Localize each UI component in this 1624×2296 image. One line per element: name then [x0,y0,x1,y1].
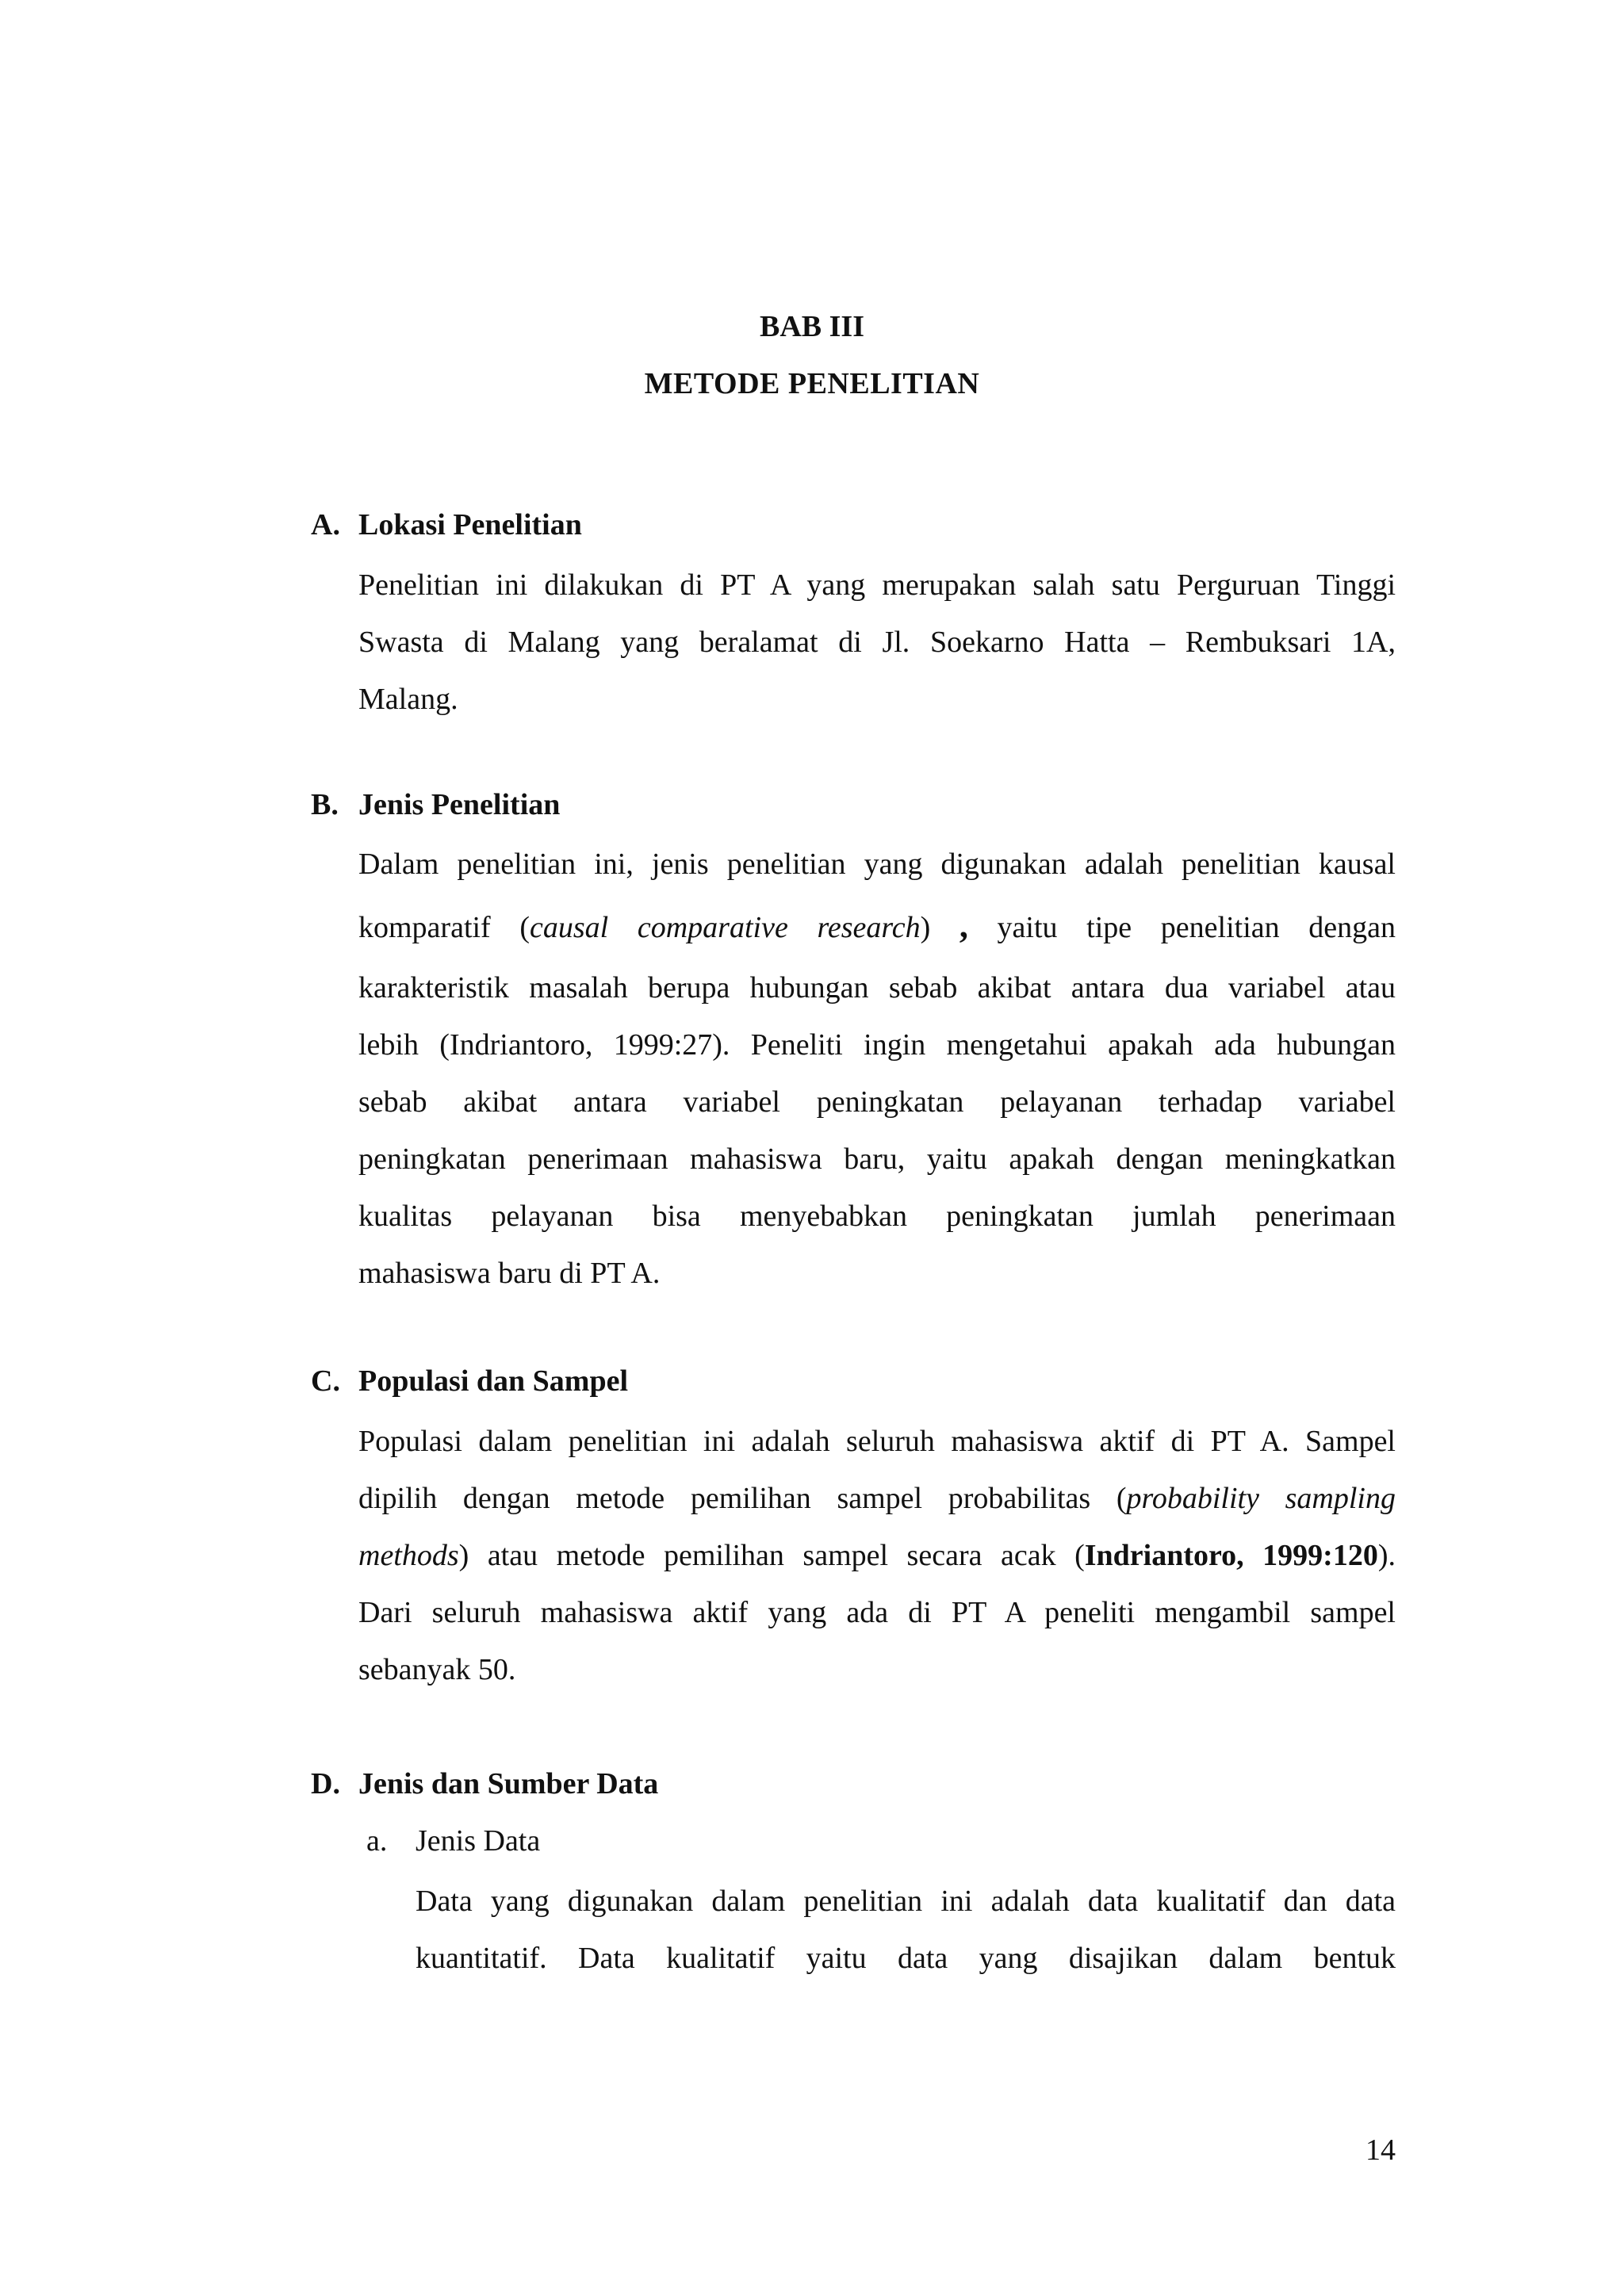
section-a-paragraph [358,557,1396,728]
page-number: 14 [1365,2133,1396,2167]
section-a-title: Lokasi Penelitian [358,508,582,541]
section-c-line-2 [358,1470,1396,1527]
section-b-letter: B. [311,788,339,821]
section-c-line-5: sebanyak 50. [358,1653,516,1686]
section-b-line-2-post: yaitu tipe penelitian dengan [967,911,1396,944]
section-c-line-3-citation: Indriantoro, 1999:120 [1084,1539,1378,1572]
section-c-paragraph [358,1413,1396,1698]
section-c-line-3-mid: ) atau metode pemilihan sampel secara acak ( [458,1539,1085,1572]
section-a-line-3: Malang. [358,683,458,716]
section-b-line-5: sebab akibat antara variabel peningkatan pelayanan terhadap variabel [358,1085,1396,1119]
section-d-letter: D. [311,1767,340,1800]
chapter-title: METODE PENELITIAN [644,367,980,400]
section-a-letter: A. [311,508,340,541]
section-c-line-2-pre: dipilih dengan metode pemilihan sampel probabilitas ( [358,1482,1127,1515]
section-b-line-2-comma: , [959,906,968,945]
section-b-line-2-italic: causal comparative research [530,911,921,944]
section-a-line-1: Penelitian ini dilakukan di PT A yang merupakan salah satu Perguruan Tinggi [358,568,1396,602]
subsection-d-a-line-1: Data yang digunakan dalam penelitian ini adalah data kualitatif dan data [416,1885,1396,1918]
section-b-line-2-mid: ) [920,911,959,944]
chapter-number: BAB III [760,310,864,343]
subsection-d-a-line-2: kuantitatif. Data kualitatif yaitu data yang disajikan dalam bentuk [416,1942,1396,1975]
section-b-line-8: mahasiswa baru di PT A. [358,1257,661,1290]
subsection-d-a-letter: a. [366,1824,388,1858]
subsection-d-a-title: Jenis Data [416,1824,541,1858]
section-b-line-2-pre: komparatif ( [358,911,530,944]
section-d-title: Jenis dan Sumber Data [358,1767,659,1800]
section-b-heading [311,787,560,822]
section-c-line-1: Populasi dalam penelitian ini adalah seluruh mahasiswa aktif di PT A. Sampel [358,1425,1396,1458]
section-a-line-2: Swasta di Malang yang beralamat di Jl. Soekarno Hatta – Rembuksari 1A, [358,626,1396,659]
subsection-d-a-paragraph [416,1873,1396,1987]
section-c-line-3-italic: methods [358,1539,459,1572]
section-d-heading [311,1766,658,1801]
subsection-d-a-heading [366,1823,540,1858]
section-b-title: Jenis Penelitian [358,788,561,821]
section-b-line-7: kualitas pelayanan bisa menyebabkan peningkatan jumlah penerimaan [358,1200,1396,1233]
section-b-paragraph [358,836,1396,1302]
section-c-line-4: Dari seluruh mahasiswa aktif yang ada di PT A peneliti mengambil sampel [358,1596,1396,1629]
section-b-line-1: Dalam penelitian ini, jenis penelitian yang digunakan adalah penelitian kausal [358,848,1396,881]
section-b-line-2 [358,893,1396,959]
section-b-line-4: lebih (Indriantoro, 1999:27). Peneliti ingin mengetahui apakah ada hubungan [358,1028,1396,1062]
section-c-title: Populasi dan Sampel [358,1364,628,1398]
section-c-line-2-italic: probability sampling [1126,1482,1396,1515]
section-c-letter: C. [311,1364,340,1398]
section-a-heading [311,507,582,542]
section-b-line-6: peningkatan penerimaan mahasiswa baru, yaitu apakah dengan meningkatkan [358,1142,1396,1176]
section-c-line-3-post: ). [1377,1539,1396,1572]
section-c-heading [311,1364,628,1399]
section-c-line-3 [358,1527,1396,1584]
section-b-line-3: karakteristik masalah berupa hubungan sebab akibat antara dua variabel atau [358,971,1396,1004]
